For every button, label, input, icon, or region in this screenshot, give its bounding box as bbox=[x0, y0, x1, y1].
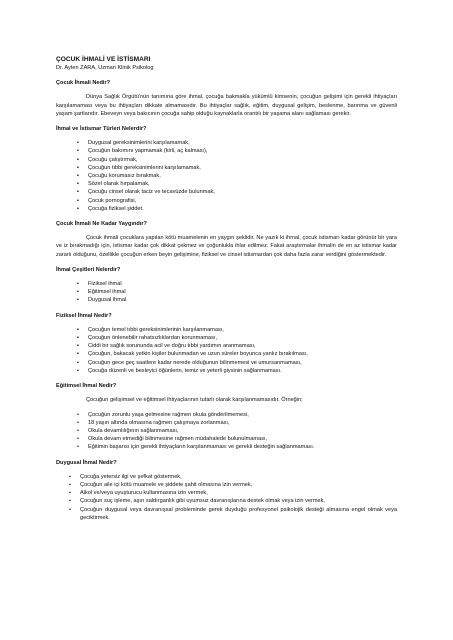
section-paragraph-egitimsel-ihmal bbox=[56, 396, 397, 404]
list-item: • Alkol ve/veya uyuşturucu kullanmasına izin vermek, bbox=[80, 489, 397, 497]
list-item: ▪ Çocuğa fiziksel şiddet. bbox=[88, 205, 397, 213]
list-item: ▪ Çocuk pornografisi, bbox=[88, 197, 397, 205]
list-item: ▪ Çocuğun temel tıbbi gereksinimlerinin karşılanmaması, bbox=[88, 326, 397, 334]
square-bullet-icon bbox=[77, 350, 79, 358]
list-item: ▪ Çocuğu cinsel olarak taciz ve tecavüzde bulunmak, bbox=[88, 188, 397, 196]
square-bullet-icon bbox=[77, 280, 79, 288]
list-item: ▪ Sözel olarak hırpalamak, bbox=[88, 180, 397, 188]
square-bullet-icon bbox=[77, 205, 79, 213]
square-bullet-icon bbox=[77, 359, 79, 367]
square-bullet-icon bbox=[77, 156, 79, 164]
list-item: ▪ Duygusal ihmal bbox=[88, 296, 397, 304]
section-heading-ihmal-cesitleri: İhmal Çeşitleri Nelerdir? bbox=[56, 266, 121, 273]
square-bullet-icon bbox=[77, 180, 79, 188]
dot-bullet-icon bbox=[69, 481, 71, 489]
section-heading-egitimsel-ihmal: Eğitimsel İhmal Nedir? bbox=[56, 383, 117, 390]
list-item: ▪ Çocuğun önlenebilir rahatsızlıklardan korunmaması, bbox=[88, 334, 397, 342]
list-item: ▪ Çocuğa düzenli ve besleyici öğünlerin, temiz ve yeterli giysinin sağlanmaması. bbox=[88, 367, 397, 375]
list-fiziksel-ihmal bbox=[56, 326, 397, 375]
list-item: • Okula devam etmediği bilinmesine rağmen müdahalede bulunulmaması, bbox=[88, 435, 397, 443]
section-heading-duygusal-ihmal: Duygusal İhmal Nedir? bbox=[56, 459, 117, 466]
list-ihmal-turleri bbox=[56, 139, 397, 213]
dot-bullet-icon bbox=[77, 427, 79, 435]
list-item: • Çocuğun duygusal veya davranışsal probleminde gerek duyduğu profesyonel psikolojik desteği almasına engel olmak veya geciktirmek. bbox=[80, 506, 397, 522]
square-bullet-icon bbox=[77, 367, 79, 375]
section-heading-cocuk-ihmali: Çocuk İhmali Nedir? bbox=[56, 80, 111, 87]
dot-bullet-icon bbox=[69, 473, 71, 481]
list-item: • Çocuğun aile içi kötü muamele ve şiddete şahit olmasına izin vermek, bbox=[80, 481, 397, 489]
list-item: ▪ Fiziksel ihmal bbox=[88, 280, 397, 288]
paragraph-text: Çocuk ihmali çocuklara yapılan kötü muamelenin en yaygın şeklidir. Ne yazık ki ihmal, çocuk istismarı kadar görünür bir yara ve iz bırakmadığı için, istismar kadar çok dikkat çekmez ve çoğunlukla ihlar edilmez. Fakat araştırmalar ihmalin de en az istismar kadar zararlı olduğunu, özellikle çocuğun erken beyin gelişimine, fiziksel ve cinsel istismardan çok daha fazla zarar verdiğini göstermektedir. bbox=[56, 235, 397, 258]
list-item: ▪ Çocuğu çalıştırmak, bbox=[88, 156, 397, 164]
dot-bullet-icon bbox=[77, 443, 79, 451]
square-bullet-icon bbox=[77, 172, 79, 180]
list-item: • Çocuğa yetersiz ilgi ve şefkat göstermek, bbox=[80, 473, 397, 481]
section-heading-yayginlik: Çocuk İhmali Ne Kadar Yaygındır? bbox=[56, 221, 147, 228]
square-bullet-icon bbox=[77, 334, 79, 342]
list-item: • Eğitimin başarısı için gerekli ihtiyaçların karşılanmaması ve gerekli desteğin sağlanmaması. bbox=[88, 443, 397, 451]
list-item: • Okula devamlılığının sağlanmaması, bbox=[88, 427, 397, 435]
section-heading-ihmal-turleri: İhmal ve İstismar Türleri Nelerdir? bbox=[56, 126, 147, 133]
section-paragraph-cocuk-ihmali bbox=[56, 93, 397, 118]
list-item: ▪ Çocuğu korumasız bırakmak, bbox=[88, 172, 397, 180]
list-item: ▪ Ciddi bir sağlık sorununda acil ve doğru tıbbi yardımın aranmaması, bbox=[88, 342, 397, 350]
square-bullet-icon bbox=[77, 164, 79, 172]
square-bullet-icon bbox=[77, 342, 79, 350]
square-bullet-icon bbox=[77, 188, 79, 196]
list-item: ▪ Çocuğun bakımını yapmamak (kirli, aç kalması), bbox=[88, 147, 397, 155]
dot-bullet-icon bbox=[69, 497, 71, 505]
square-bullet-icon bbox=[77, 326, 79, 334]
square-bullet-icon bbox=[77, 139, 79, 147]
square-bullet-icon bbox=[77, 197, 79, 205]
dot-bullet-icon bbox=[69, 506, 71, 514]
paragraph-text: Çocuğun gelişimsel ve eğitimsel ihtiyaçlarının tutarlı olarak karşılanmamasıdır. Örneğin; bbox=[86, 397, 303, 404]
list-item: • Çocuğun suç işleme, aşırı saldırganlık gibi uyumsuz davranışlarına destek olmak veya izin vermek, bbox=[80, 497, 397, 505]
dot-bullet-icon bbox=[77, 411, 79, 419]
list-ihmal-cesitleri bbox=[56, 280, 397, 305]
dot-bullet-icon bbox=[69, 489, 71, 497]
list-item: ▪ Çocuğun tıbbi gereksinimlerini karşılamamak, bbox=[88, 164, 397, 172]
square-bullet-icon bbox=[77, 288, 79, 296]
list-egitimsel-ihmal bbox=[56, 411, 397, 452]
list-item: ▪ Çocuğun, bakacak yetkin kişiler bulunmadan ve uzun süreler boyunca yanlız bırakılması, bbox=[88, 350, 397, 358]
document-title: ÇOCUK İHMALİ VE İSTİSMARI bbox=[56, 56, 151, 63]
list-item: ▪ Çocuğun gece geç saatlere kadar nerede olduğunun bilinmemesi ve umursanmaması, bbox=[88, 359, 397, 367]
dot-bullet-icon bbox=[77, 435, 79, 443]
list-item: ▪ Duygusal gereksinimlerini karşılamamak, bbox=[88, 139, 397, 147]
document-author: Dr. Ayten ZARA, Uzman Klinik Psikolog bbox=[56, 65, 154, 71]
square-bullet-icon bbox=[77, 296, 79, 304]
section-heading-fiziksel-ihmal: Fiziksel İhmal Nedir? bbox=[56, 312, 112, 319]
list-item: • Çocuğun zorunlu yaşa gelmesine rağmen okula gönderilmemesi, bbox=[88, 411, 397, 419]
square-bullet-icon bbox=[77, 147, 79, 155]
dot-bullet-icon bbox=[77, 419, 79, 427]
list-duygusal-ihmal bbox=[56, 473, 397, 522]
section-paragraph-yayginlik bbox=[56, 234, 397, 259]
paragraph-text: Dünya Sağlık Örgütü'nün tanımına göre ihmal, çocuğa bakmakla yükümlü kimsenin, çocuğun gelişimi için gerekli ihtiyaçları karşılamaması veya bu ihtiyaçları dikkate almamasıdır. Bu ihtiyaçlar sağlık, eğitim, duygusal gelişim, beslenme, barınma ve güvenli yaşam şartlarıdır. Ebeveyn veya bakıcının çocuğa sahip olduğu kaynaklarla orantılı bir yaşama alanı sağlaması gerekir. bbox=[56, 94, 397, 117]
list-item: ▪ Eğitimsel ihmal bbox=[88, 288, 397, 296]
list-item: • 18 yaşın altında olmasına rağmen çalışmaya zorlanması, bbox=[88, 419, 397, 427]
